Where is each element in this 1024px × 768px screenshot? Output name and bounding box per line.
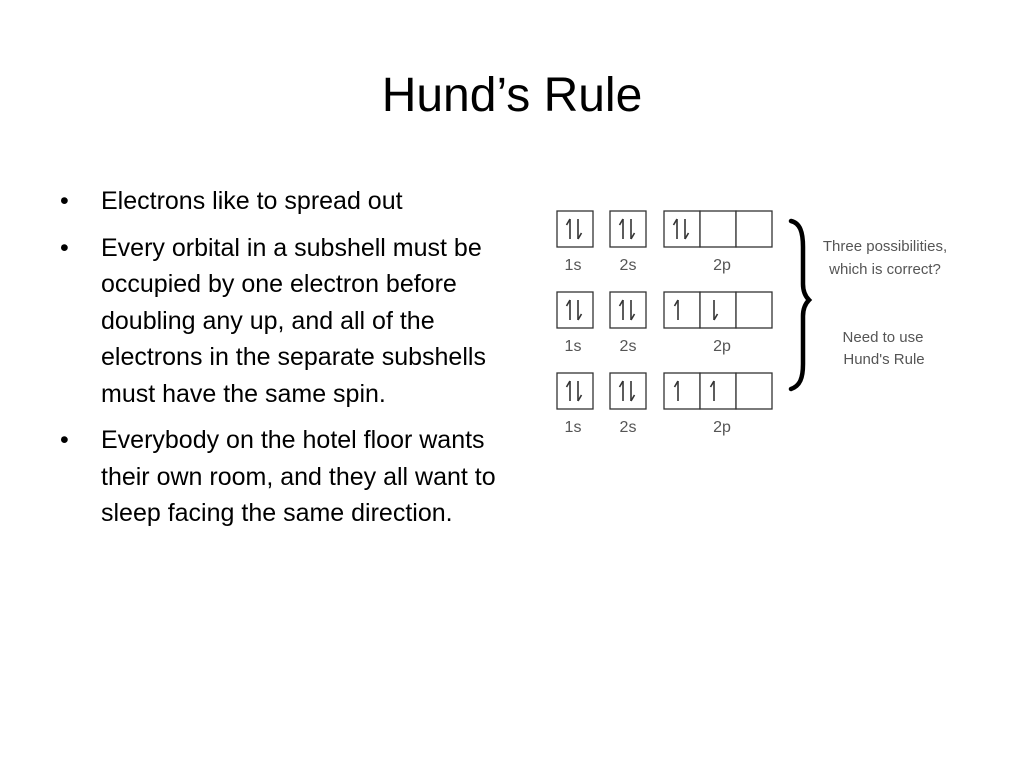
orbital-label: 2p [713,338,731,355]
orbital-box [664,292,700,328]
orbital-box [664,373,700,409]
bullet-item [60,230,505,413]
orbital-diagram-figure [545,200,965,450]
orbital-label: 2s [619,257,637,274]
note-possibilities-line-2: which is correct? [829,261,941,278]
orbital-box [700,373,736,409]
orbital-box [610,292,646,328]
bullet-item [60,422,505,532]
orbital-label: 1s [564,257,582,274]
bullet-text: Everybody on the hotel floor wants their own room, and they all want to sleep facing the same direction. [101,426,496,527]
orbital-box [557,373,593,409]
orbital-box [557,211,593,247]
note-possibilities-line-1: Three possibilities, [822,238,948,255]
bullet-text: Electrons like to spread out [101,187,403,215]
slide-title: Hund’s Rule [381,69,643,122]
orbital-label: 2p [713,257,731,274]
bullet-dot: • [60,187,69,215]
orbital-box [700,211,736,247]
orbital-diagram [545,200,965,450]
bullet-dot: • [60,426,69,454]
orbital-box [700,292,736,328]
bullet-dot: • [60,233,69,262]
note-hund-line-1: Need to use [842,329,924,346]
bullet-text: Every orbital in a subshell must be occupied by one electron before doubling any up, and all of the electrons in the separate subshells must have the same spin. [101,233,486,408]
orbital-box [664,211,700,247]
orbital-box [610,373,646,409]
orbital-box [736,373,772,409]
note-hund-line-2: Hund's Rule [843,351,925,368]
orbital-label: 1s [564,419,582,436]
orbital-label: 2p [713,419,731,436]
bullet-list [60,183,505,542]
orbital-label: 2s [619,419,637,436]
orbital-box [557,292,593,328]
curly-brace [791,221,809,389]
orbital-label: 1s [564,338,582,355]
orbital-box [736,211,772,247]
bullet-item [60,183,505,220]
orbital-label: 2s [619,338,637,355]
orbital-box [610,211,646,247]
orbital-box [736,292,772,328]
